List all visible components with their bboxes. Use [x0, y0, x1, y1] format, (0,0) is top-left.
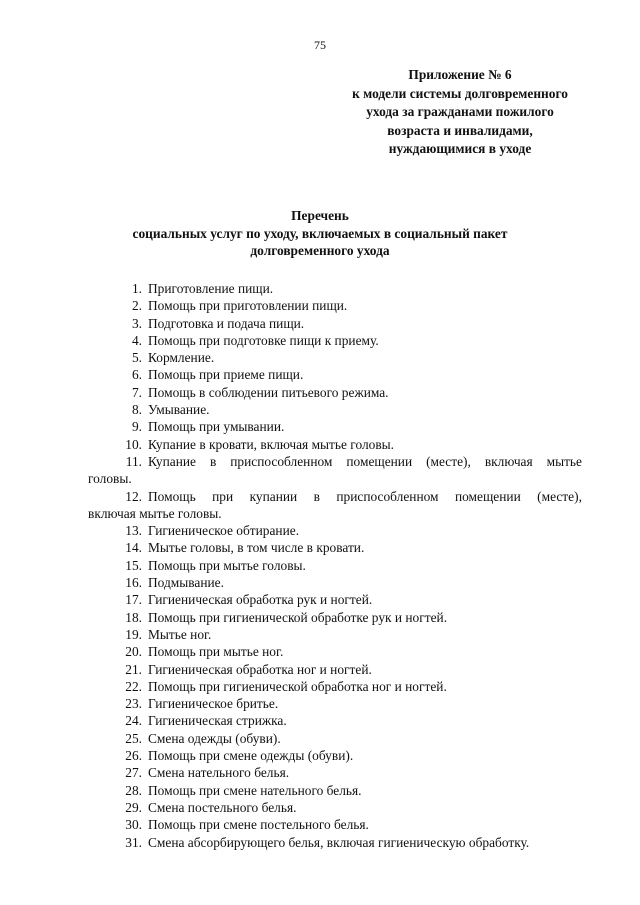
list-item-number: 6. — [131, 367, 142, 383]
list-item-number: 10. — [125, 436, 142, 452]
list-item — [88, 332, 582, 349]
list-item-number: 26. — [125, 748, 142, 764]
list-item-number: 24. — [125, 713, 142, 729]
list-item-number: 16. — [125, 575, 142, 591]
list-item — [88, 816, 582, 833]
list-item-text: Помощь при приготовлении пищи. — [148, 298, 348, 314]
list-item-word: приспособленном — [230, 453, 333, 469]
list-item — [88, 315, 582, 332]
list-item-text: Купание в кровати, включая мытье головы. — [148, 436, 395, 452]
document-title — [0, 207, 640, 260]
list-item — [88, 297, 582, 314]
list-item — [88, 834, 582, 851]
list-item-text: Гигиеническая обработка рук и ногтей. — [148, 592, 373, 608]
list-item-continuation: включая мытье головы. — [88, 505, 222, 521]
list-item-word: (месте), — [537, 488, 582, 504]
list-item-text: Помощь при умывании. — [148, 419, 285, 435]
list-item-text: Кормление. — [148, 350, 215, 366]
list-item-text: Смена постельного белья. — [148, 799, 297, 815]
list-item — [88, 799, 582, 816]
list-item-text: Мытье ног. — [148, 626, 212, 642]
page-number: 75 — [314, 38, 326, 52]
title-line: социальных услуг по уходу, включаемых в социальный пакет — [132, 225, 508, 241]
list-item — [88, 643, 582, 660]
list-item-number: 25. — [125, 730, 142, 746]
list-item-text: Помощь при мытье ног. — [148, 644, 284, 660]
list-item — [88, 782, 582, 799]
list-item-number: 7. — [131, 384, 142, 400]
list-item-text: Смена нательного белья. — [148, 765, 290, 781]
list-item-number: 4. — [131, 332, 142, 348]
list-item-number: 31. — [125, 834, 142, 850]
list-item-word: помещении — [346, 453, 413, 469]
appendix-header — [310, 66, 610, 159]
list-item-number: 12. — [125, 488, 142, 504]
appendix-line: ухода за гражданами пожилого — [366, 104, 554, 119]
list-item-number: 11. — [125, 453, 142, 469]
list-item-text: Помощь при приеме пищи. — [148, 367, 304, 383]
list-item-word: помещении — [454, 488, 521, 504]
list-item — [88, 678, 582, 695]
list-item-word: купании — [249, 488, 298, 504]
appendix-line: к модели системы долговременного — [352, 85, 568, 101]
list-item-text: Помощь в соблюдении питьевого режима. — [148, 384, 389, 400]
list-item — [88, 574, 582, 591]
list-item-text: Подмывание. — [148, 575, 224, 591]
list-item-word: Купание — [148, 453, 197, 469]
title-line: долговременного ухода — [250, 243, 390, 258]
list-item — [88, 522, 582, 539]
list-item — [88, 764, 582, 781]
list-item — [88, 539, 582, 556]
list-item-word: включая — [484, 453, 533, 469]
list-item-number: 28. — [125, 782, 142, 798]
list-item — [88, 384, 582, 401]
list-item — [88, 712, 582, 729]
list-item-text: Помощь при смене нательного белья. — [148, 782, 362, 798]
list-item-number: 13. — [125, 523, 142, 539]
list-item-text: Помощь при гигиенической обработка ног и ногтей. — [148, 678, 447, 694]
list-item-number: 18. — [125, 609, 142, 625]
list-item — [88, 626, 582, 643]
list-item — [88, 591, 582, 608]
list-item-number: 29. — [125, 799, 142, 815]
list-item-number: 17. — [125, 592, 142, 608]
list-item-number: 15. — [125, 557, 142, 573]
list-item-number: 22. — [125, 678, 142, 694]
list-item-text: Подготовка и подача пищи. — [148, 315, 305, 331]
list-item-number: 20. — [125, 644, 142, 660]
list-item-word: приспособленном — [336, 488, 439, 504]
list-item-text: Смена одежды (обуви). — [148, 730, 281, 746]
list-item — [88, 747, 582, 764]
list-item — [88, 557, 582, 574]
list-item — [88, 436, 582, 453]
list-item — [88, 280, 582, 297]
list-item — [88, 453, 582, 488]
list-item-text — [148, 453, 582, 470]
list-item-text: Смена абсорбирующего белья, включая гигиеническую обработку. — [148, 834, 530, 850]
list-item — [88, 695, 582, 712]
list-item-word: при — [212, 488, 234, 504]
list-item-number: 30. — [125, 817, 142, 833]
list-item-text: Помощь при мытье головы. — [148, 557, 306, 573]
appendix-line: возраста и инвалидами, — [387, 122, 533, 138]
list-item-text: Помощь при смене постельного белья. — [148, 817, 369, 833]
list-item — [88, 609, 582, 626]
list-item-number: 9. — [131, 419, 142, 435]
list-item — [88, 401, 582, 418]
list-item-text: Гигиеническая стрижка. — [148, 713, 287, 729]
list-item-text: Умывание. — [148, 402, 210, 418]
list-item-number: 19. — [125, 626, 142, 642]
list-item-word: в — [313, 488, 320, 504]
list-item-number: 21. — [125, 661, 142, 677]
services-list — [88, 280, 582, 851]
list-item-text: Помощь при подготовке пищи к приему. — [148, 332, 379, 348]
list-item — [88, 366, 582, 383]
list-item — [88, 661, 582, 678]
list-item-number: 14. — [125, 540, 142, 556]
list-item — [88, 730, 582, 747]
list-item-text: Гигиеническое обтирание. — [148, 523, 300, 539]
list-item-text: Помощь при гигиенической обработке рук и ногтей. — [148, 609, 448, 625]
list-item-number: 5. — [131, 350, 142, 366]
list-item-word: Помощь — [148, 488, 196, 504]
list-item-text: Приготовление пищи. — [148, 281, 274, 296]
list-item-text: Помощь при смене одежды (обуви). — [148, 748, 354, 764]
list-item — [88, 418, 582, 435]
list-item-number: 3. — [131, 315, 142, 331]
list-item-continuation: головы. — [88, 471, 132, 487]
list-item-number: 23. — [125, 696, 142, 712]
list-item-word: в — [209, 453, 217, 469]
list-item-word: мытье — [546, 453, 582, 469]
list-item-text: Гигиеническое бритье. — [148, 696, 279, 712]
title-line: Перечень — [291, 208, 349, 223]
list-item — [88, 349, 582, 366]
list-item-number: 8. — [131, 402, 142, 418]
list-item-text: Гигиеническая обработка ног и ногтей. — [148, 661, 372, 677]
list-item-number: 2. — [131, 298, 142, 314]
list-item-text — [148, 488, 582, 505]
list-item — [88, 488, 582, 523]
list-item-number: 1. — [131, 281, 142, 296]
list-item-word: (месте), — [426, 453, 471, 469]
list-item-text: Мытье головы, в том числе в кровати. — [148, 540, 365, 556]
list-item-number: 27. — [125, 765, 142, 781]
appendix-line: Приложение № 6 — [408, 67, 512, 82]
appendix-line: нуждающимися в уходе — [388, 141, 532, 156]
